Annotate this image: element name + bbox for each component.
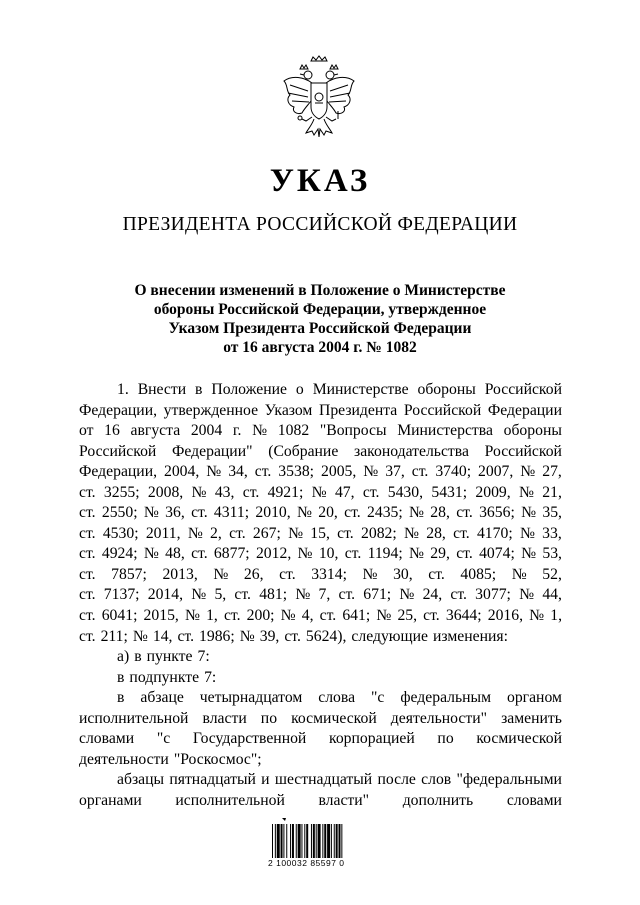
- body-line: а) в пункте 7:: [117, 648, 210, 666]
- document-body: [79, 380, 562, 811]
- body-line: абзацы пятнадцатый и шестнадцатый после слов "федеральными: [117, 771, 562, 789]
- body-line: 1. Внести в Положение о Министерстве обороны Российской: [117, 381, 562, 398]
- body-line: в абзаце четырнадцатом слова "с федеральным органом: [117, 689, 562, 707]
- heading-line: обороны Российской Федерации, утвержденное: [153, 301, 487, 318]
- body-line: Российской Федерации" (Собрание законодательства Российской: [79, 442, 562, 460]
- body-line: ст. 7137; 2014, № 5, ст. 481; № 7, ст. 671; № 24, ст. 3077; № 44,: [79, 586, 562, 604]
- body-line: ст. 2550; № 36, ст. 4311; 2010, № 20, ст. 2435; № 28, ст. 3656; № 35,: [79, 504, 562, 522]
- body-line: ст. 4530; 2011, № 2, ст. 267; № 15, ст. 2082; № 28, ст. 4170; № 33,: [79, 524, 562, 542]
- document-heading: [0, 281, 640, 357]
- body-line: органами исполнительной власти" дополнить словами: [79, 791, 562, 809]
- coat-of-arms-icon: [278, 55, 360, 143]
- body-line: в подпункте 7:: [117, 668, 217, 686]
- body-line: ст. 7857; 2013, № 26, ст. 3314; № 30, ст. 4085; № 52,: [79, 565, 562, 583]
- body-line: деятельности "Роскосмос";: [79, 750, 262, 768]
- body-line: исполнительной власти по космической деятельности" заменить: [79, 709, 562, 727]
- body-line: ст. 3255; 2008, № 43, ст. 4921; № 47, ст. 5430, 5431; 2009, № 21,: [79, 483, 562, 501]
- heading-line: Указом Президента Российской Федерации: [168, 320, 472, 337]
- heading-line: О внесении изменений в Положение о Министерстве: [134, 282, 506, 299]
- barcode-number: 2 100032 85597 0: [268, 858, 345, 868]
- document-subtitle: ПРЕЗИДЕНТА РОССИЙСКОЙ ФЕДЕРАЦИИ: [122, 214, 518, 235]
- heading-line: от 16 августа 2004 г. № 1082: [223, 339, 417, 356]
- body-line: Федерации, 2004, № 34, ст. 3538; 2005, № 37, ст. 3740; 2007, № 27,: [79, 463, 562, 481]
- body-line: словами "с Государственной корпорацией по космической: [79, 730, 562, 748]
- body-line: ст. 6041; 2015, № 1, ст. 200; № 4, ст. 641; № 25, ст. 3644; 2016, № 1,: [79, 607, 562, 625]
- body-line: от 16 августа 2004 г. № 1082 "Вопросы Министерства обороны: [79, 422, 562, 440]
- body-line: ст. 4924; № 48, ст. 6877; 2012, № 10, ст. 1194; № 29, ст. 4074; № 53,: [79, 545, 562, 563]
- document-title: УКАЗ: [269, 163, 371, 199]
- body-line: Федерации, утвержденное Указом Президента Российской Федерации: [79, 401, 562, 419]
- body-line: ст. 211; № 14, ст. 1986; № 39, ст. 5624), следующие изменения:: [79, 627, 508, 645]
